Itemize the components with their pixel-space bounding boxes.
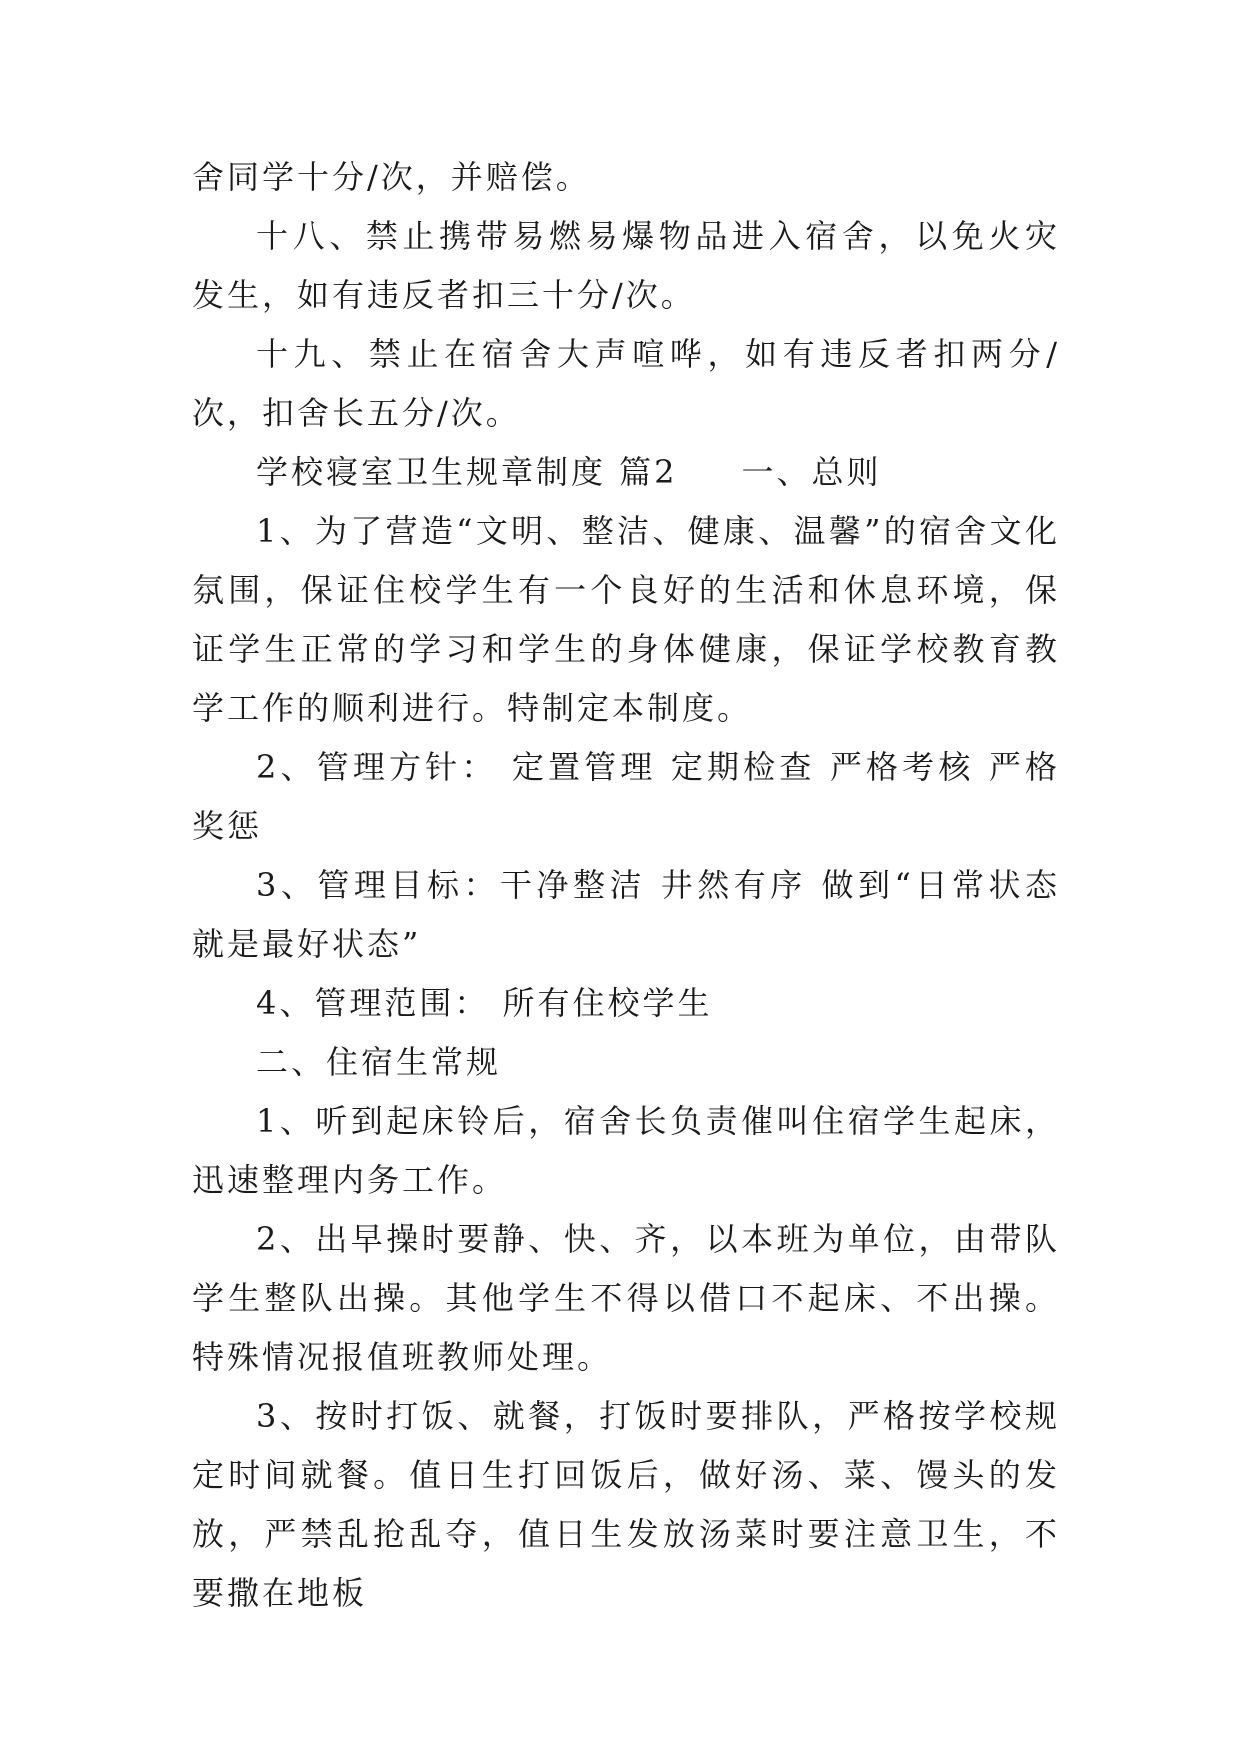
document-title: 学校寝室卫生规章制度 篇2 [256, 453, 678, 491]
paragraph-rule-18: 十八、禁止携带易燃易爆物品进入宿舍，以免火灾发生，如有违反者扣三十分/次。 [192, 217, 1060, 314]
section-heading [192, 443, 1060, 502]
paragraph-rule-19: 十九、禁止在宿舍大声喧哗，如有违反者扣两分/次，扣舍长五分/次。 [192, 335, 1060, 432]
paragraph-general-4: 4、管理范围： 所有住校学生 [256, 984, 713, 1022]
document-body [192, 148, 1060, 1623]
paragraph-boarding-2: 2、出早操时要静、快、齐，以本班为单位，由带队学生整队出操。其他学生不得以借口不起床、不出操。特殊情况报值班教师处理。 [192, 1220, 1060, 1376]
paragraph-general-1: 1、为了营造“文明、整洁、健康、温馨”的宿舍文化氛围，保证住校学生有一个良好的生活和休息环境，保证学生正常的学习和学生的身体健康，保证学校教育教学工作的顺利进行。特制定本制度。 [192, 512, 1060, 727]
paragraph-general-2: 2、管理方针： 定置管理 定期检查 严格考核 严格奖惩 [192, 748, 1060, 845]
paragraph-general-3: 3、管理目标：干净整洁 井然有序 做到“日常状态就是最好状态” [192, 866, 1060, 963]
paragraph-boarding-1: 1、听到起床铃后，宿舍长负责催叫住宿学生起床，迅速整理内务工作。 [192, 1102, 1060, 1199]
paragraph-boarding-3: 3、按时打饭、就餐，打饭时要排队，严格按学校规定时间就餐。值日生打回饭后，做好汤、菜、馒头的发放，严禁乱抢乱夺，值日生发放汤菜时要注意卫生，不要撒在地板 [192, 1397, 1060, 1612]
paragraph-continuation: 舍同学十分/次，并赔偿。 [192, 158, 591, 196]
section-title-general: 一、总则 [741, 453, 882, 491]
section-title-boarding: 二、住宿生常规 [256, 1043, 502, 1081]
